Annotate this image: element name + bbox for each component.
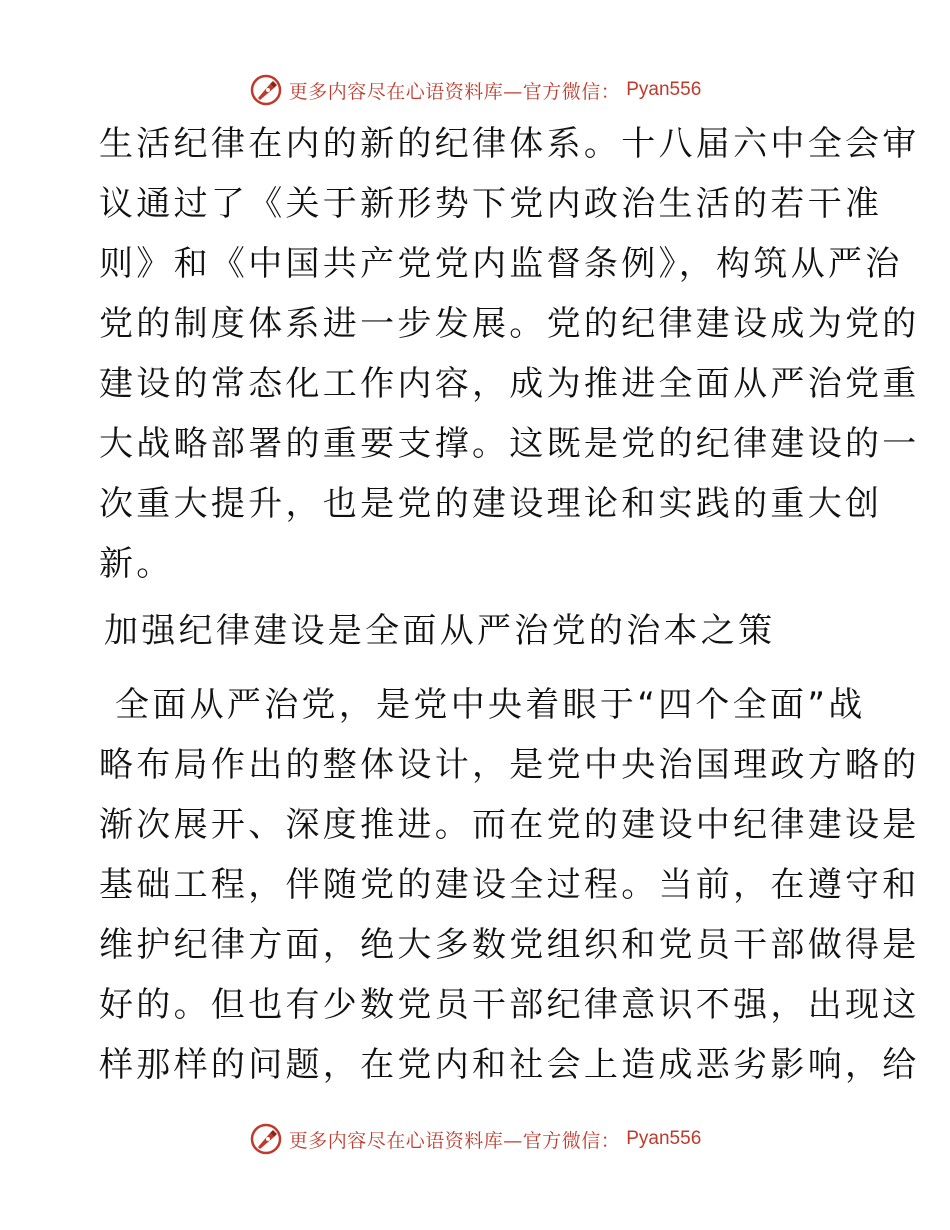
text-line: 好的。但也有少数党员干部纪律意识不强，出现这 [99, 985, 920, 1025]
text-line: 维护纪律方面，绝大多数党组织和党员干部做得是 [99, 925, 920, 965]
watermark-text: 更多内容尽在心语资料库—官方微信： [288, 80, 621, 103]
text-line: 样那样的问题，在党内和社会上造成恶劣影响，给 [99, 1045, 920, 1085]
text-line: 大战略部署的重要支撑。这既是党的纪律建设的一 [99, 424, 920, 464]
text-line: 全面从严治党，是党中央着眼于“四个全面”战 [115, 685, 866, 725]
footer-watermark [0, 1121, 950, 1157]
text-line: 略布局作出的整体设计，是党中央治国理政方略的 [99, 745, 920, 785]
text-line: 生活纪律在内的新的纪律体系。十八届六中全会审 [99, 124, 920, 164]
text-line: 建设的常态化工作内容，成为推进全面从严治党重 [99, 364, 920, 404]
header-watermark [0, 72, 950, 108]
text-line: 则》和《中国共产党党内监督条例》，构筑从严治 [99, 244, 903, 284]
pen-nib-circle-icon [249, 1122, 283, 1156]
text-line: 新。 [99, 544, 174, 584]
watermark-text: 更多内容尽在心语资料库—官方微信： [288, 1129, 621, 1152]
section-heading: 加强纪律建设是全面从严治党的治本之策 [104, 611, 776, 651]
text-line: 议通过了《关于新形势下党内政治生活的若干准 [99, 184, 883, 224]
text-line: 渐次展开、深度推进。而在党的建设中纪律建设是 [99, 805, 920, 845]
text-line: 党的制度体系进一步发展。党的纪律建设成为党的 [99, 304, 920, 344]
watermark-wechat-id: Pyan556 [626, 79, 702, 100]
text-line: 基础工程，伴随党的建设全过程。当前，在遵守和 [99, 865, 920, 905]
watermark-wechat-id: Pyan556 [626, 1128, 702, 1149]
pen-nib-circle-icon [249, 73, 283, 107]
text-line: 次重大提升，也是党的建设理论和实践的重大创 [99, 484, 883, 524]
